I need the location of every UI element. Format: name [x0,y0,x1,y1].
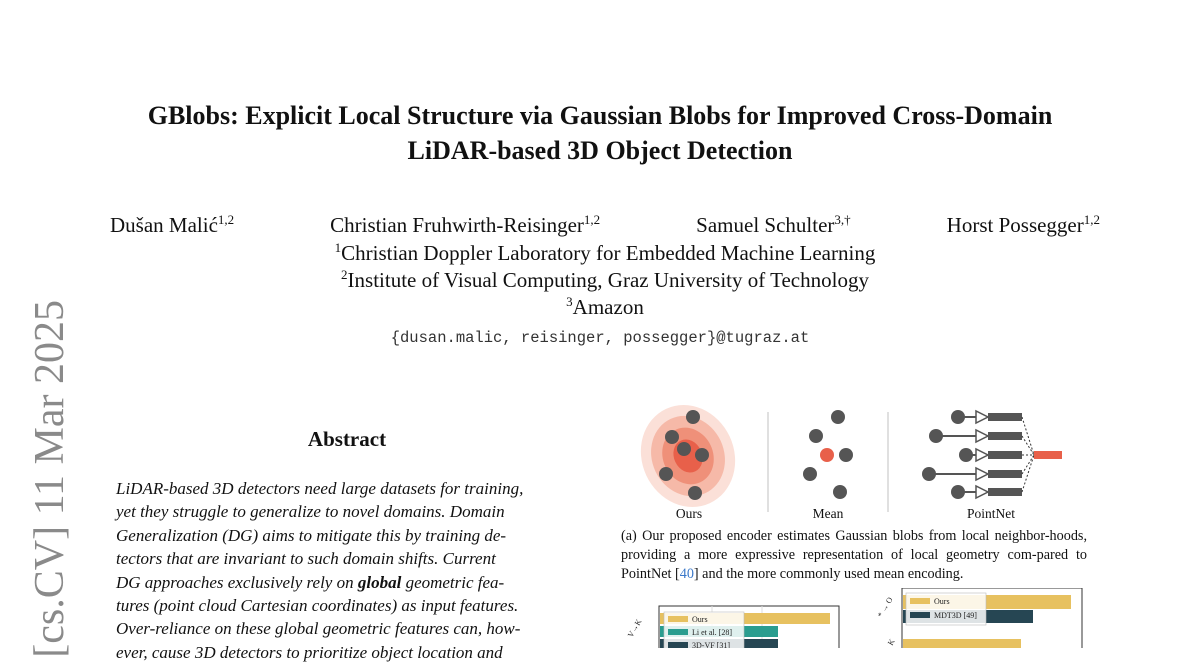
arxiv-stamp-text: [cs.CV] 11 Mar 2025 [27,300,73,658]
author-1: Dušan Malić$^{1,2}$ [110,212,235,237]
legend-ours: Ours [692,615,708,624]
right-chart-axis-label-1: * → O [875,595,895,619]
legend-3dvf: 3D-VF [31] [692,641,730,648]
citation-link-40[interactable]: 40 [679,566,694,582]
author-3: Samuel Schulter$^{3,\dagger}$ [696,212,851,237]
title-line-2: LiDAR-based 3D Object Detection [407,136,793,165]
bottom-chart-left [622,588,842,648]
ours-blob-panel [624,404,751,523]
figure-encoders [620,404,1090,524]
paper-title [100,98,1100,168]
author-emails[interactable]: {dusan.malic, reisinger, possegger}@tugraz.at [390,329,810,347]
figure-caption: (a) Our proposed encoder estimates Gaussian blobs from local neighbor-hoods, providing a more expressive representation of local geometry com-pared to PointNet [40] and the more commonly used mean encoding. [621,528,1087,582]
author-4: Horst Possegger$^{1,2}$ [946,212,1100,237]
legend-mdt3d: MDT3D [49] [934,611,977,620]
legend-li: Li et al. [28] [692,628,732,637]
title-line-1: GBlobs: Explicit Local Structure via Gaussian Blobs for Improved Cross-Domain [147,101,1053,130]
affiliation-1: $^1$Christian Doppler Laboratory for Embedded Machine Learning [334,240,876,265]
pointnet-panel [922,410,1062,499]
label-mean: Mean [812,506,844,521]
legend-ours-right: Ours [934,597,950,606]
right-chart-axis-label-2: K [885,637,897,647]
abstract-heading: Abstract [307,427,387,451]
author-list [110,212,1100,238]
affiliation-3: $^3$Amazon [566,294,644,319]
mean-panel [803,410,853,499]
arxiv-stamp [27,300,73,658]
label-pointnet: PointNet [966,506,1015,521]
bar-ours-right-2 [903,639,1021,648]
author-2: Christian Fruhwirth-Reisinger$^{1,2}$ [330,212,601,237]
bottom-chart-right [868,588,1088,648]
left-chart-axis-label: V→K [625,617,644,639]
abstract-text: LiDAR-based 3D detectors need large datasets for training, yet they struggle to generalize to novel domains. Domain Generalization (DG) aims to mitigate this by training de- tectors that are invariant to such domain shifts. Current DG approaches exclusively rely on global geometric fea- tures (point cloud Cartesian coordinates) as input features. Over-reliance on these global geometric features can, how- ever, cause 3D detectors to prioritize object location and [116,479,524,662]
label-ours: Ours [675,506,703,521]
emphasis-global: global [357,572,402,592]
affiliation-2: $^2$Institute of Visual Computing, Graz University of Technology [341,267,869,292]
